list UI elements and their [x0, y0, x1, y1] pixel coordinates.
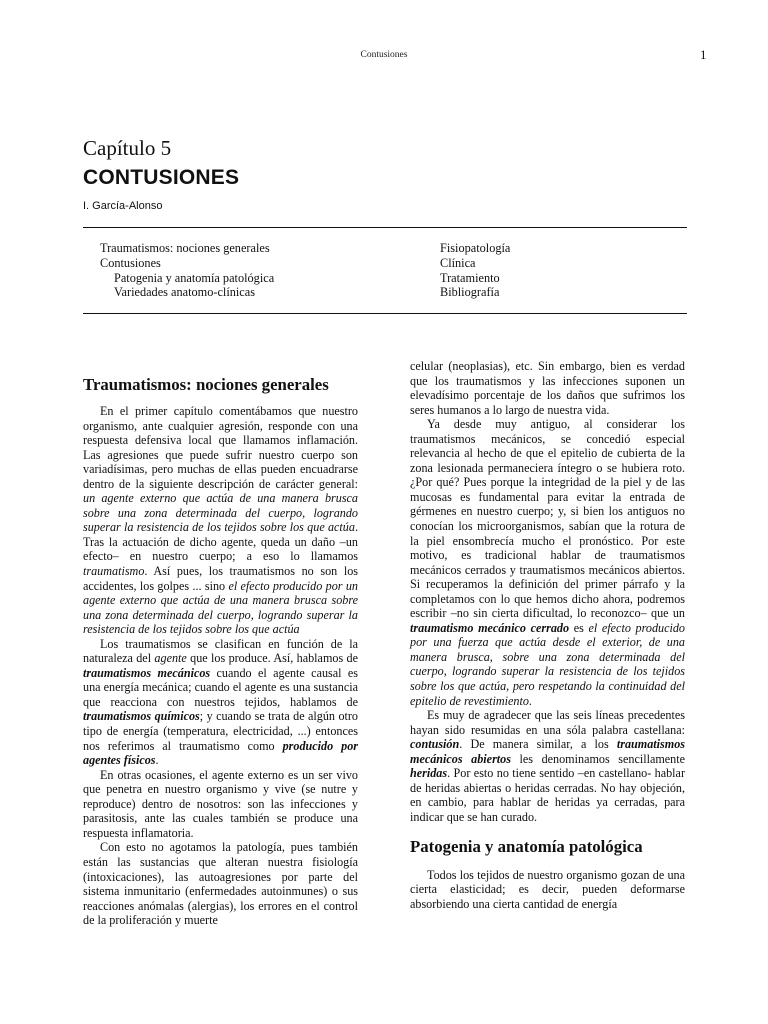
toc-item-tratamiento[interactable]: Tratamiento [440, 270, 500, 285]
text-run: . Tras la actuación de dicho agente, queda un daño –un efecto– en nuestro cuerpo; a eso lo llamamos [83, 520, 358, 564]
toc-bottom-rule [83, 313, 687, 314]
bold-italic-term: traumatismos mecánicos abiertos [410, 737, 685, 766]
chapter-label: Capítulo 5 [83, 136, 172, 160]
paragraph-closed-trauma [410, 417, 685, 708]
author-name: I. García-Alonso [83, 200, 163, 212]
italic-text: un agente externo que actúa de una manera brusca sobre una zona determinada del cuerpo, logrando superar la resistencia de los tejidos sobre los que actúa [83, 491, 358, 535]
text-run: En el primer capítulo comentábamos que nuestro organismo, ante cualquier agresión, responde con una respuesta defensiva local que llamamos inflamación. Las agresiones que puede sufrir nuestro cuerpo son variadísimas, pero muchas de ellas pueden encuadrarse dentro de la siguiente descripción de carácter general: [83, 404, 358, 491]
paragraph-classification [83, 637, 358, 768]
text-run: que los produce. Así, hablamos de [186, 651, 358, 666]
toc-item-patogenia[interactable]: Patogenia y anatomía patológica [114, 270, 275, 285]
text-run: . [155, 753, 159, 768]
section-heading-traumatismos: Traumatismos: nociones generales [83, 375, 329, 394]
italic-text: traumatismo [83, 564, 145, 579]
paragraph-pathology: Con esto no agotamos la patología, pues también están las sustancias que alteran nuestra fisiología (intoxicaciones), las autoagresiones por parte del sistema inmunitario (enfermedades autoinmunes) o sus reacciones anómalas (alergias), los errores en el control de la proliferación y muerte [83, 840, 358, 928]
text-run: cuando el agente causal es una energía mecánica; cuando el agente es una sustancia que reacciona con nuestros tejidos, hablamos de [83, 665, 359, 709]
text-run: . Así pues, los traumatismos no son los accidentes, los golpes ... sino [83, 564, 358, 593]
bold-italic-term: producido por agentes físicos [83, 738, 359, 768]
toc-item-fisiopatologia[interactable]: Fisiopatología [440, 241, 511, 255]
bold-italic-term: contusión [410, 737, 460, 752]
text-run: . Por esto no tiene sentido –en castellano- hablar de heridas abiertas o heridas cerradas. No hay objeción, en cambio, para hablar de heridas ya cerradas, para indicar que se han curado. [410, 766, 685, 824]
paragraph-elasticity: Todos los tejidos de nuestro organismo gozan de una cierta elasticidad; es decir, pueden deformarse absorbiendo una cierta cantidad de energía [410, 867, 685, 911]
right-text-column [410, 359, 685, 911]
text-run: . [528, 693, 532, 708]
chapter-title: CONTUSIONES [83, 166, 240, 189]
text-run: . De manera similar, a los [459, 737, 617, 752]
toc-item-bibliografia[interactable]: Bibliografía [440, 285, 500, 300]
toc-top-rule [83, 227, 687, 228]
bold-italic-term: traumatismos químicos [83, 709, 200, 724]
toc-item-variedades[interactable]: Variedades anatomo-clínicas [114, 285, 256, 300]
text-run: Los traumatismos se clasifican en función de la naturaleza del [83, 636, 358, 666]
toc-item-clinica[interactable]: Clínica [440, 255, 476, 270]
paragraph-definition [83, 404, 358, 637]
italic-text: el efecto producido por un agente externo que actúa de una manera brusca sobre una zona determinada del cuerpo, logrando superar la resistencia de los tejidos sobre los que actúa [83, 578, 358, 637]
page-number: 1 [700, 47, 707, 62]
text-run: es [569, 620, 589, 635]
italic-text: agente [154, 651, 187, 666]
text-run: ; y cuando se trata de algún otro tipo de energía (temperatura, electricidad, ...) entonces nos referimos al traumatismo como [83, 709, 358, 753]
bold-italic-term: heridas [410, 766, 448, 781]
toc-right-column [440, 241, 510, 300]
toc-item-traumatismos[interactable]: Traumatismos: nociones generales [100, 241, 270, 255]
paragraph-infections: En otras ocasiones, el agente externo es un ser vivo que penetra en nuestro organismo y vive (se nutre y reproduce) dentro de nosotros: son las infecciones y parasitosis, ante las cuales también se produce una respuesta inflamatoria. [83, 767, 358, 840]
toc-item-contusiones[interactable]: Contusiones [100, 255, 161, 270]
text-run: Ya desde muy antiguo, al considerar los traumatismos mecánicos, se concedió especial relevancia al hecho de que el epitelio de cubierta de la zona lesionada permaneciera íntegro o se hubiera roto. ¿Por qué? Pues porque la integridad de la piel y de las mucosas es fundamental para evitar la entrada de gérmenes en nuestro cuerpo; y, si bien los antiguos no conocían los microorganismos, sabían que la rotura de la piel ensombrecía mucho el pronóstico. Por este motivo, es tradicional hablar de traumatismos mecánicos cerrados y traumatismos mecánicos abiertos. Si recuperamos la definición del primer párrafo y la completamos con lo que hemos dicho ahora, podremos escribir –no sin cierta dificultad, lo reconozco– que un [410, 417, 685, 621]
paragraph-contusion [410, 708, 685, 824]
text-run: les denominamos sencillamente [510, 751, 685, 766]
section-heading-patogenia: Patogenia y anatomía patológica [410, 836, 643, 856]
italic-text: el efecto producido por una fuerza que actúa desde el exterior, de una manera brusca, sobre una zona determinada del cuerpo, logrando superar la resistencia de los tejidos sobre los que actúa, pero respetando la continuidad del epitelio de revestimiento [410, 620, 685, 708]
left-text-column [83, 375, 358, 928]
running-header: Contusiones [360, 50, 408, 60]
paragraph-continued: celular (neoplasias), etc. Sin embargo, bien es verdad que los traumatismos y las infecciones suponen un elevadísimo porcentaje de los daños que sufrimos los seres humanos a lo largo de nuestra vida. [410, 359, 685, 417]
bold-italic-term: traumatismos mecánicos [83, 665, 211, 680]
bold-italic-term: traumatismo mecánico cerrado [410, 620, 570, 635]
text-run: Es muy de agradecer que las seis líneas precedentes hayan sido resumidas en una sóla palabra castellana: [410, 708, 685, 737]
toc-left-column [100, 241, 274, 300]
